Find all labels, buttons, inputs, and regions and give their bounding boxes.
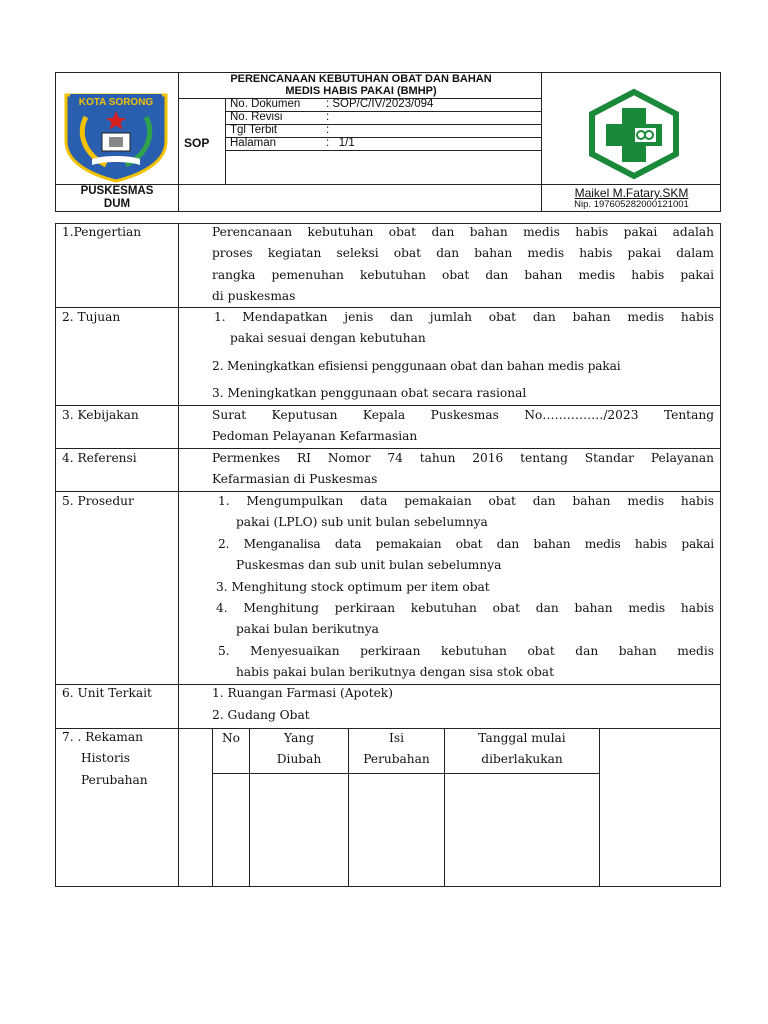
crest-logo-text: KOTA SORONG (78, 97, 154, 108)
history-col-yang-line-1: Yang (283, 731, 314, 745)
prosedur-step-5-line-1: 5. Menyesuaikan perkiraan kebutuhan obat dan bahan medis (218, 644, 714, 658)
prosedur-step-1-line-1: 1. Mengumpulkan data pemakaian obat dan bahan medis habis (218, 494, 714, 508)
tujuan-item-2: 2. Meningkatkan efisiensi penggunaan obat dan bahan medis pakai (212, 359, 621, 373)
unit-terkait-item-1: 1. Ruangan Farmasi (Apotek) (212, 686, 393, 700)
history-col-isi-perubahan (349, 728, 444, 771)
org-name (56, 185, 178, 211)
label-tujuan: 2. Tujuan (62, 310, 121, 324)
prosedur-step-5-line-2: habis pakai bulan berikutnya dengan sisa stok obat (236, 665, 554, 679)
signer-name: Maikel M.Fatary.SKM (574, 186, 689, 200)
prosedur-step-3: 3. Menghitung stock optimum per item obat (216, 580, 490, 594)
kota-sorong-crest-logo (62, 89, 170, 183)
referensi-line-2: Kefarmasian di Puskesmas (212, 472, 378, 486)
org-name-line-1: PUSKESMAS (80, 185, 154, 197)
issue-date-label: Tgl Terbit (230, 124, 278, 136)
history-col-no: No (221, 731, 240, 745)
org-name-line-2: DUM (103, 198, 131, 210)
pengertian-line-3: rangka pemenuhan kebutuhan obat dan bahan medis habis pakai (212, 267, 714, 282)
history-col-tanggal-line-2: diberlakukan (481, 752, 563, 767)
doc-number-value: : SOP/C/IV/2023/094 (326, 98, 434, 110)
history-col-isi-line-2: Perubahan (363, 752, 430, 767)
history-col-yang-diubah (250, 728, 348, 771)
label-pengertian: 1.Pengertian (62, 225, 142, 239)
doc-number-label: No. Dokumen (230, 98, 301, 110)
revision-value: : (326, 111, 330, 123)
document-title-line-1: PERENCANAAN KEBUTUHAN OBAT DAN BAHAN (230, 73, 492, 85)
tujuan-item-1-line-2: pakai sesuai dengan kebutuhan (230, 331, 426, 345)
signer-nip: Nip. 197605282000121001 (574, 199, 689, 210)
kebijakan-line-2: Pedoman Pelayanan Kefarmasian (212, 429, 418, 443)
pengertian-text (212, 222, 714, 308)
history-col-yang-line-2: Diubah (276, 752, 322, 767)
page-value: : 1/1 (326, 137, 355, 149)
pengertian-line-2: proses kegiatan seleksi obat dan bahan medis habis pakai dalam (212, 246, 714, 261)
label-kebijakan: 3. Kebijakan (62, 408, 139, 422)
unit-terkait-item-2: 2. Gudang Obat (212, 708, 310, 722)
prosedur-step-4-line-2: pakai bulan berikutnya (236, 622, 379, 636)
pengertian-line-4: di puskesmas (212, 289, 296, 304)
label-prosedur: 5. Prosedur (62, 494, 134, 508)
label-referensi: 4. Referensi (62, 451, 137, 465)
history-col-tanggal (445, 728, 599, 771)
page-label: Halaman (230, 137, 277, 149)
label-rekaman-line-1: 7. . Rekaman (62, 730, 143, 744)
issue-date-value: : (326, 124, 330, 136)
document-title (180, 73, 542, 97)
pengertian-line-1: Perencanaan kebutuhan obat dan bahan medis habis pakai adalah (212, 225, 714, 239)
tujuan-item-3: 3. Meningkatkan penggunaan obat secara rasional (212, 386, 527, 400)
history-col-isi-line-1: Isi (389, 731, 404, 745)
tujuan-item-1-line-1: 1. Mendapatkan jenis dan jumlah obat dan bahan medis habis (214, 310, 714, 324)
revision-label: No. Revisi (230, 111, 283, 123)
label-unit-terkait: 6. Unit Terkait (62, 686, 152, 700)
puskesmas-cross-logo (586, 88, 682, 180)
sop-label: SOP (184, 136, 210, 150)
history-col-tanggal-line-1: Tanggal mulai (478, 731, 566, 745)
prosedur-step-2-line-2: Puskesmas dan sub unit bulan sebelumnya (236, 558, 502, 572)
document-title-line-2: MEDIS HABIS PAKAI (BMHP) (285, 85, 437, 97)
prosedur-step-1-line-2: pakai (LPLO) sub unit bulan sebelumnya (236, 515, 488, 529)
kebijakan-line-1: Surat Keputusan Kepala Puskesmas No……………/2023 Tentang (212, 408, 714, 422)
label-rekaman-line-2: Historis (81, 751, 130, 765)
label-rekaman-line-3: Perubahan (81, 773, 148, 787)
referensi-line-1: Permenkes RI Nomor 74 tahun 2016 tentang Standar Pelayanan (212, 451, 714, 465)
prosedur-step-4-line-1: 4. Menghitung perkiraan kebutuhan obat dan bahan medis habis (216, 601, 714, 615)
prosedur-step-2-line-1: 2. Menganalisa data pemakaian obat dan bahan medis habis pakai (218, 537, 714, 551)
